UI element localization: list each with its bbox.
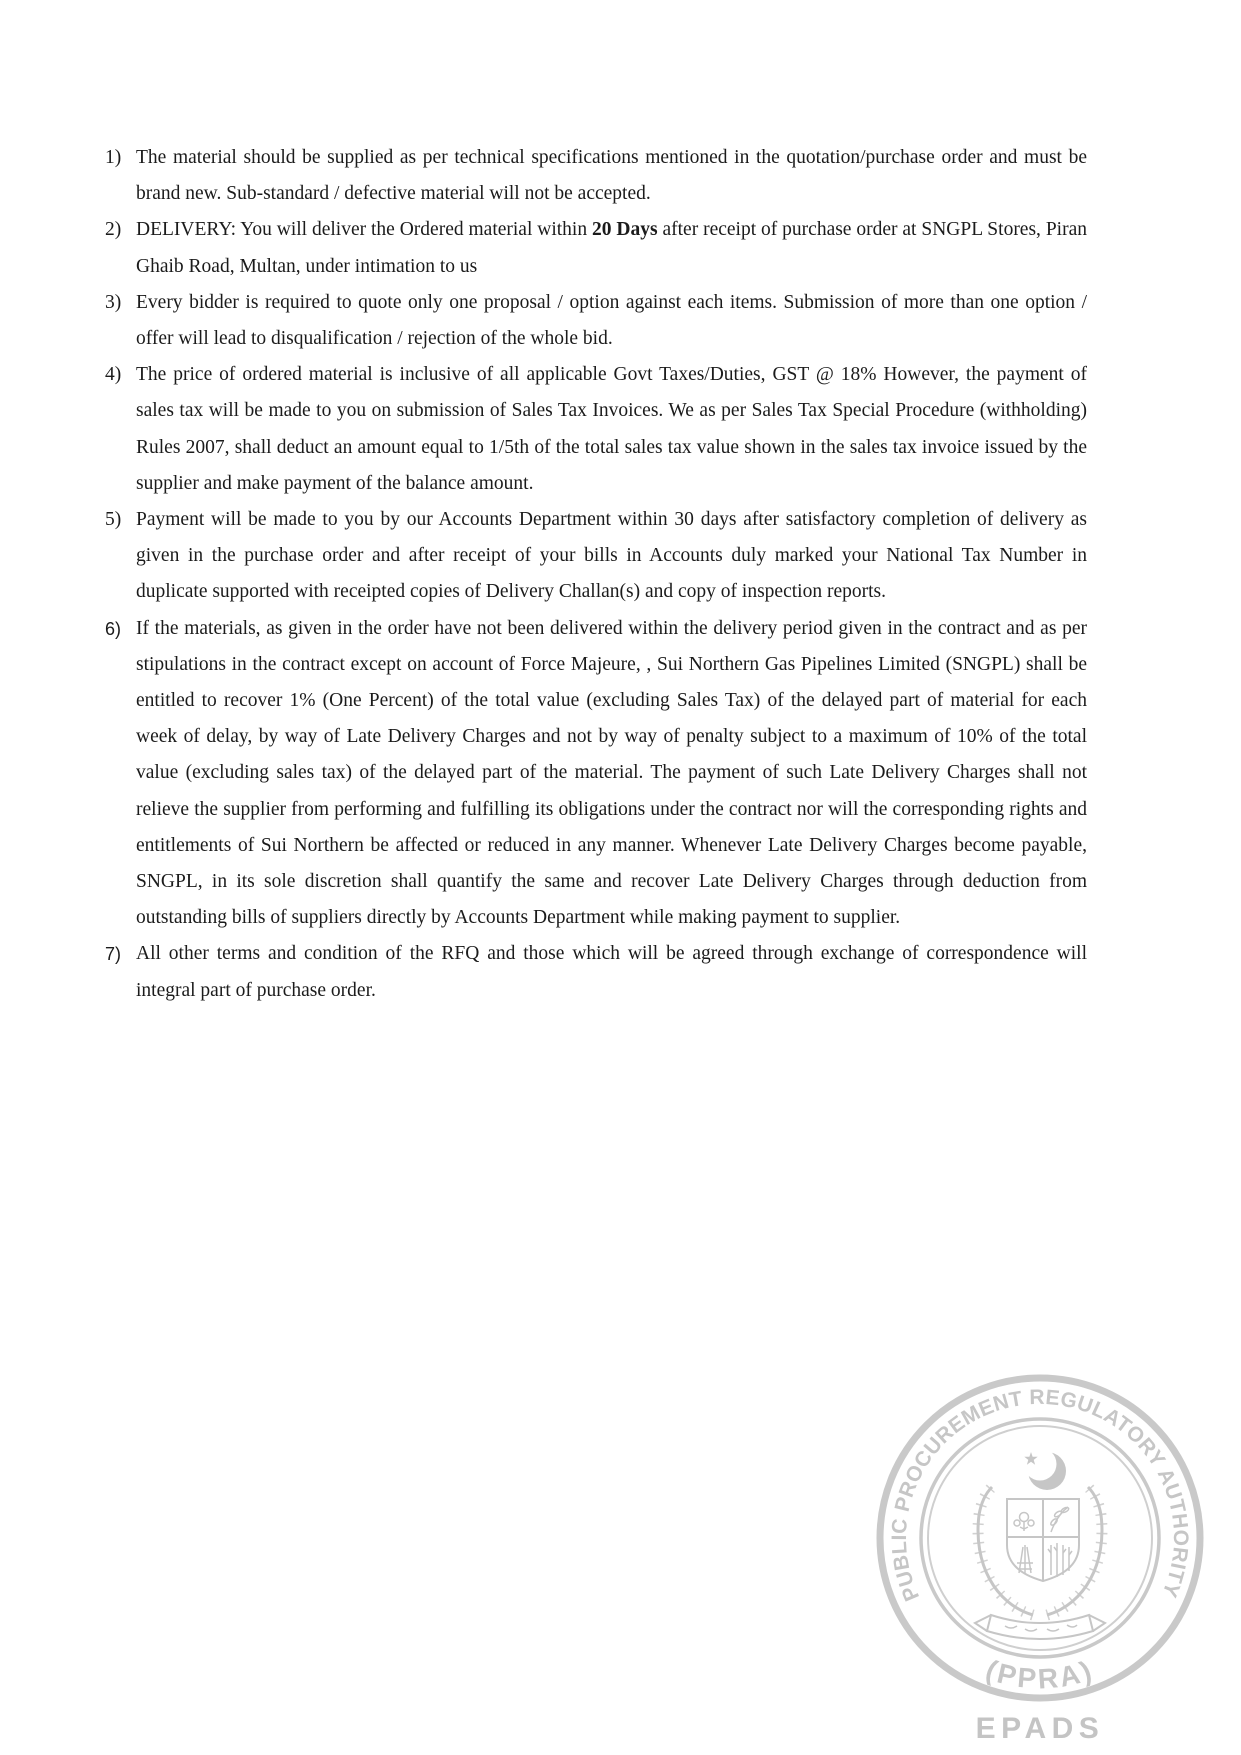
seal-ppra-text: (PPRA) (982, 1653, 1098, 1695)
list-item-number: 3) (105, 291, 122, 313)
list-item (105, 212, 1087, 284)
terms-list (105, 140, 1087, 1009)
list-item-number: 1) (105, 147, 122, 168)
seal-outer-ring (880, 1378, 1200, 1698)
ppra-watermark-seal (855, 1363, 1227, 1755)
seal-ppra-text-wrap (982, 1654, 1098, 1695)
list-item-text: Every bidder is required to quote only one proposal / option against each items. Submission of more than one option / offer will lead to disqualification / rejection of the whole bid. (136, 291, 1087, 350)
list-item (105, 285, 1087, 357)
shield-wheat-motif (1017, 1545, 1033, 1574)
wreath-left (978, 1487, 1033, 1615)
list-item-text: The price of ordered material is inclusive of all applicable Govt Taxes/Duties, GST @ 18% However, the payment of sales tax will be made to you on submission of Sales Tax Invoices. We as per Sales Tax Special Procedure (withholding) Rules 2007, shall deduct an amount equal to 1/5th of the total sales tax value shown in the sales tax invoice issued by the supplier and make payment of the balance amount. (136, 364, 1087, 494)
emblem-shield (1007, 1499, 1079, 1581)
list-item-text: Payment will be made to you by our Accounts Department within 30 days after satisfactory completion of delivery as given in the purchase order and after receipt of your bills in Accounts duly marked your National Tax Number in duplicate supported with receipted copies of Delivery Challan(s) and copy of inspection reports. (136, 509, 1087, 603)
list-item (105, 140, 1087, 212)
epads-watermark-text: EPADS (975, 1712, 1105, 1745)
delivery-text-before: DELIVERY: You will deliver the Ordered material within (136, 219, 592, 241)
shield-cotton-motif (1014, 1513, 1034, 1532)
list-item (105, 611, 1087, 937)
star-icon (1024, 1452, 1037, 1465)
seal-ring-text-wrap (888, 1386, 1192, 1604)
list-item-number: 7) (105, 944, 122, 965)
emblem-scroll (975, 1615, 1105, 1639)
list-item (105, 357, 1087, 502)
list-item-number: 4) (105, 364, 122, 386)
crescent-icon (1024, 1448, 1067, 1491)
list-item-text: All other terms and condition of the RFQ and those which will be agreed through exchange of correspondence will integral part of purchase order. (136, 943, 1087, 1001)
list-item-text (136, 219, 1087, 276)
delivery-days-bold: 20 Days (592, 219, 658, 241)
seal-ring-text: PUBLIC PROCUREMENT REGULATORY AUTHORITY (887, 1385, 1193, 1605)
list-item (105, 936, 1087, 1008)
shield-jute-motif (1048, 1543, 1072, 1577)
list-item-text: The material should be supplied as per technical specifications mentioned in the quotation/purchase order and must be brand new. Sub-standard / defective material will not be accepted. (136, 147, 1087, 205)
list-item-number: 6) (105, 618, 122, 639)
list-item-number: 5) (105, 509, 122, 531)
list-item (105, 502, 1087, 611)
pakistan-emblem (975, 1448, 1105, 1640)
delivery-text-after: after receipt of purchase order at SNGPL Stores, Piran Ghaib Road, Multan, under intimation to us (136, 219, 1087, 277)
seal-inner-ring-inner (928, 1426, 1152, 1650)
list-item-text: If the materials, as given in the order have not been delivered within the delivery period given in the contract and as per stipulations in the contract except on account of Force Majeure, , Sui Northern Gas Pipelines Limited (SNGPL) shall be entitled to recover 1% (One Percent) of the total value (excluding Sales Tax) of the delayed part of material for each week of delay, by way of Late Delivery Charges and not by way of penalty subject to a maximum of 10% of the total value (excluding sales tax) of the delayed part of the material. The payment of such Late Delivery Charges shall not relieve the supplier from performing and fulfilling its obligations under the contract nor will the corresponding rights and entitlements of Sui Northern be affected or reduced in any manner. Whenever Late Delivery Charges become payable, SNGPL, in its sole discretion shall quantify the same and recover Late Delivery Charges through deduction from outstanding bills of suppliers directly by Accounts Department while making payment to supplier. (136, 617, 1087, 929)
seal-inner-ring-outer (921, 1419, 1159, 1657)
wreath-right (1047, 1487, 1102, 1615)
list-item-number: 2) (105, 219, 122, 241)
shield-tea-motif (1050, 1506, 1070, 1532)
